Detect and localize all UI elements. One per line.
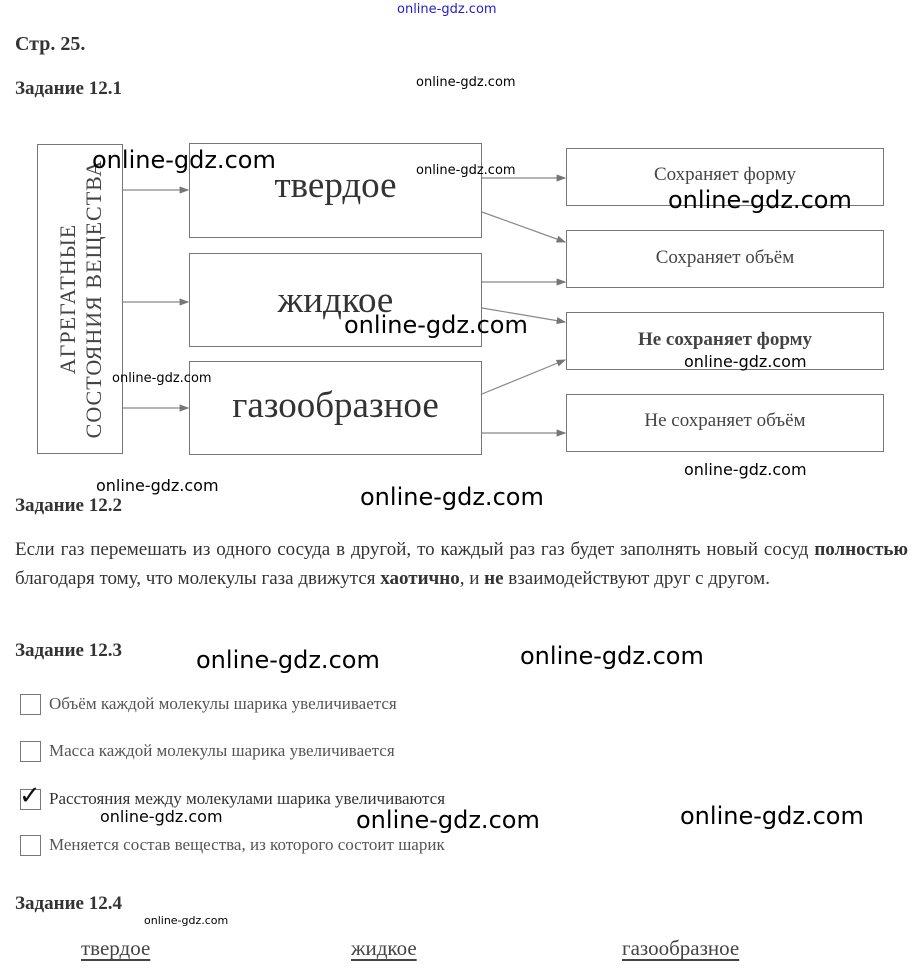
property-label-no-volume: Не сохраняет объём: [644, 410, 806, 431]
answer-liquid: жидкое: [351, 936, 417, 960]
watermark: online-gdz.com: [356, 806, 540, 834]
watermark: online-gdz.com: [668, 186, 852, 214]
option-checkbox-4[interactable]: [20, 835, 41, 856]
watermark: online-gdz.com: [92, 146, 276, 174]
option-checkbox-1[interactable]: [20, 694, 41, 715]
watermark: online-gdz.com: [684, 460, 807, 479]
watermark: online-gdz.com: [684, 352, 807, 371]
checkmark-icon: ✓: [19, 780, 41, 811]
option-row-1: [20, 692, 397, 716]
state-label-liquid: жидкое: [277, 280, 394, 321]
watermark: online-gdz.com: [680, 802, 864, 830]
watermark: online-gdz.com: [96, 476, 219, 495]
watermark: online-gdz.com: [112, 371, 212, 386]
state-box-gas: [189, 361, 482, 455]
task-12-1-heading: Задание 12.1: [15, 78, 122, 99]
watermark: online-gdz.com: [416, 163, 516, 178]
task-12-2-answer: Если газ перемешать из одного сосуда в другой, то каждый раз газ будет заполнять новый сосуд полностью благодаря тому, что молекулы газа движутся хаотично, и не взаимодействуют друг с другом.: [15, 539, 908, 589]
task-12-2-heading: Задание 12.2: [15, 495, 122, 516]
watermark: online-gdz.com: [100, 807, 223, 826]
task-12-4-heading: Задание 12.4: [15, 893, 122, 914]
top-watermark: online-gdz.com: [397, 2, 497, 17]
page-label: Стр. 25.: [15, 33, 86, 55]
state-label-solid: твердое: [274, 165, 397, 206]
option-checkbox-3[interactable]: [19, 780, 41, 811]
option-row-2: [20, 739, 395, 763]
answer-gas: газообразное: [622, 936, 740, 960]
option-row-4: [20, 833, 445, 857]
watermark: online-gdz.com: [196, 646, 380, 674]
watermark: online-gdz.com: [520, 642, 704, 670]
vertical-title-line2: СОСТОЯНИЯ ВЕЩЕСТВА: [81, 159, 106, 439]
vertical-title-line1: АГРЕГАТНЫЕ: [55, 223, 80, 375]
state-label-gas: газообразное: [232, 385, 439, 426]
arrow-gas-noform: [482, 360, 565, 394]
aggregate-states-title: [55, 144, 107, 454]
watermark: online-gdz.com: [416, 75, 516, 90]
option-label-2: Масса каждой молекулы шарика увеличивается: [49, 741, 395, 760]
watermark: online-gdz.com: [360, 483, 544, 511]
task-12-3-heading: Задание 12.3: [15, 640, 122, 661]
option-label-1: Объём каждой молекулы шарика увеличивается: [49, 694, 397, 713]
answer-solid: твердое: [81, 936, 151, 960]
aggregate-states-box: [37, 144, 123, 454]
option-label-4: Меняется состав вещества, из которого состоит шарик: [49, 835, 445, 854]
watermark: online-gdz.com: [144, 914, 229, 927]
property-box-keeps-volume: [566, 230, 884, 288]
arrow-solid-volume: [482, 212, 565, 242]
property-label-no-shape: Не сохраняет форму: [637, 329, 813, 350]
watermark: online-gdz.com: [344, 311, 528, 339]
property-label-keeps-shape: Сохраняет форму: [653, 164, 797, 185]
option-label-3: Расстояния между молекулами шарика увеличиваются: [49, 789, 446, 808]
property-box-no-volume: [566, 394, 884, 452]
option-checkbox-2[interactable]: [20, 741, 41, 762]
property-label-keeps-volume: Сохраняет объём: [655, 247, 795, 268]
